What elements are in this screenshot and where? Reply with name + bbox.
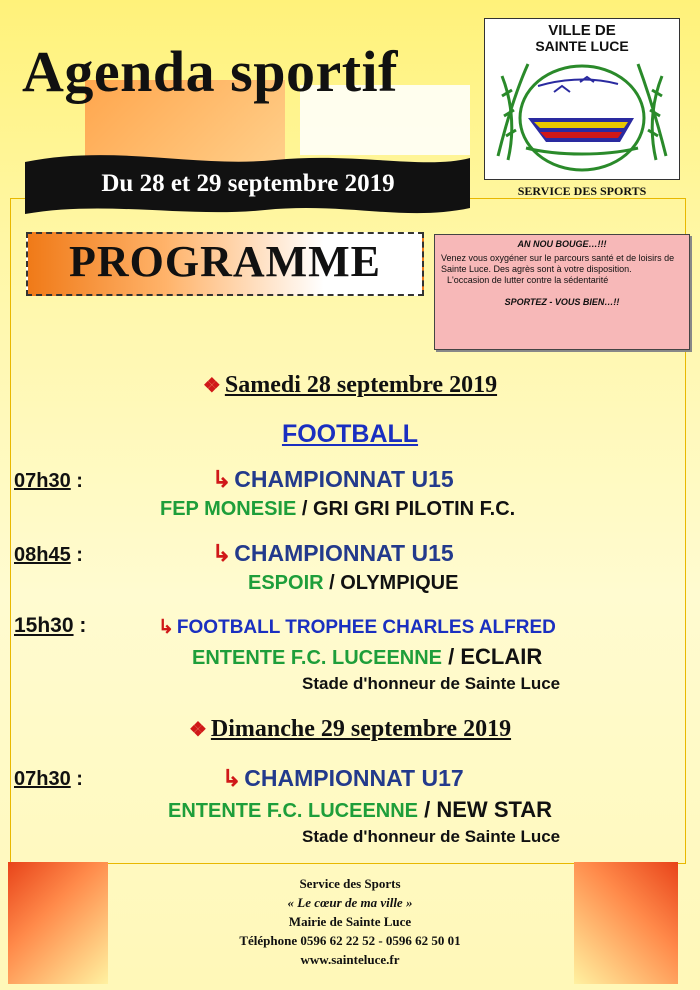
- day-2-label: Dimanche 29 septembre 2019: [210, 716, 512, 742]
- footer-website-link[interactable]: www.sainteluce.fr: [300, 952, 400, 967]
- page-title: Agenda sportif: [22, 39, 398, 104]
- diamond-bullet-icon: ❖: [202, 375, 221, 397]
- footer-slogan: « Le cœur de ma ville »: [287, 895, 413, 910]
- info-heading: AN NOU BOUGE…!!!: [517, 239, 607, 249]
- match-teams: ENTENTE F.C. LUCEENNE / ECLAIR: [192, 644, 543, 669]
- logo-emblem-icon: [488, 56, 676, 176]
- footer-contact: [150, 874, 550, 969]
- footer-service: Service des Sports: [299, 876, 401, 891]
- info-box: [434, 234, 690, 350]
- day-2-heading: [0, 716, 700, 743]
- arrow-icon: ↳: [222, 765, 242, 791]
- arrow-icon: ↳: [212, 466, 232, 492]
- logo-line-2: SAINTE LUCE: [535, 38, 629, 54]
- event-time: 15h30 :: [14, 614, 87, 637]
- info-line-2: L'occasion de lutter contre la sédentarité: [447, 275, 609, 285]
- arrow-icon: ↳: [158, 617, 174, 638]
- venue: Stade d'honneur de Sainte Luce: [302, 674, 561, 693]
- footer-decoration-left: [8, 862, 108, 984]
- date-range: Du 28 et 29 septembre 2019: [101, 170, 395, 197]
- day-1-heading: [0, 372, 700, 399]
- arrow-icon: ↳: [212, 540, 232, 566]
- diamond-bullet-icon: ❖: [188, 719, 207, 741]
- sport-title: FOOTBALL: [281, 420, 419, 448]
- competition-name: ↳ CHAMPIONNAT U17: [222, 765, 464, 791]
- competition-name: ↳ CHAMPIONNAT U15: [212, 540, 454, 566]
- match-teams: FEP MONESIE / GRI GRI PILOTIN F.C.: [160, 498, 516, 520]
- event-time: 07h30 :: [14, 470, 83, 492]
- info-line-1: Venez vous oxygéner sur le parcours santé et de loisirs de Sainte Luce. Des agrès sont à votre disposition.: [441, 253, 675, 274]
- footer-phone: Téléphone 0596 62 22 52 - 0596 62 50 01: [239, 933, 461, 948]
- venue: Stade d'honneur de Sainte Luce: [302, 827, 561, 846]
- event-time: 08h45 :: [14, 544, 83, 566]
- footer-mairie: Mairie de Sainte Luce: [288, 914, 412, 929]
- info-closing: SPORTEZ - VOUS BIEN…!!: [504, 297, 620, 307]
- logo-line-1: VILLE DE: [548, 22, 616, 39]
- event-time: 07h30 :: [14, 768, 83, 790]
- match-teams: ENTENTE F.C. LUCEENNE / NEW STAR: [168, 797, 553, 822]
- footer-decoration-right: [574, 862, 678, 984]
- logo-caption: SERVICE DES SPORTS: [517, 184, 647, 198]
- programme-label: PROGRAMME: [68, 237, 382, 286]
- day-1-label: Samedi 28 septembre 2019: [224, 372, 498, 398]
- competition-name: ↳ CHAMPIONNAT U15: [212, 466, 454, 492]
- match-teams: ESPOIR / OLYMPIQUE: [248, 572, 459, 594]
- competition-name: ↳ FOOTBALL TROPHEE CHARLES ALFRED: [158, 617, 556, 638]
